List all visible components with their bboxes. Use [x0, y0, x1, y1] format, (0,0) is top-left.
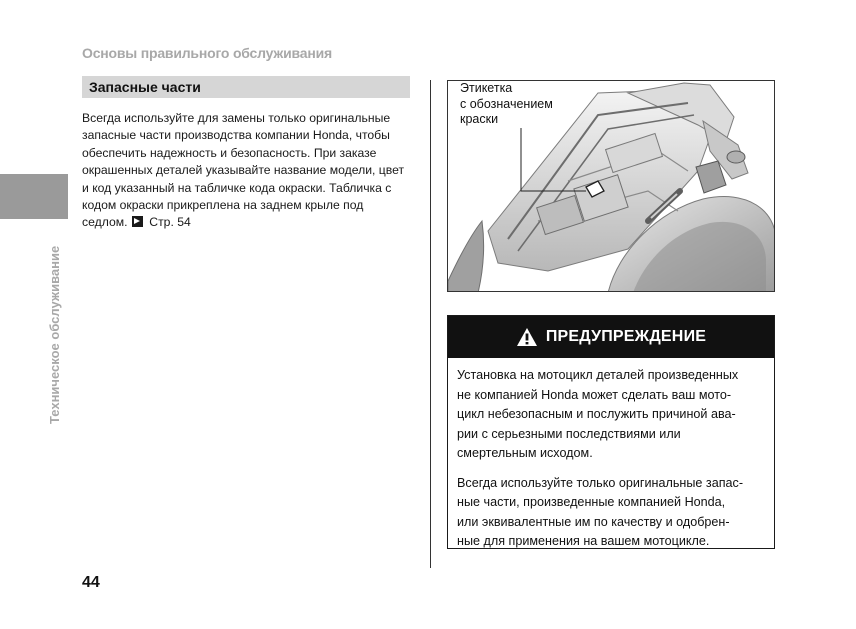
- warning-paragraph-2: [448, 474, 767, 552]
- section-title: Запасные части: [89, 79, 201, 95]
- warning-box: [447, 315, 775, 549]
- section-heading-bar: [82, 76, 410, 98]
- running-header: Основы правильного обслуживания: [82, 45, 332, 61]
- chapter-tab-marker: [0, 174, 68, 219]
- figure-illustration: [447, 80, 775, 292]
- warning-line: рии с серьезными последствиями или: [457, 426, 681, 441]
- body-line: седлом.: [82, 215, 128, 230]
- warning-line: Всегда используйте только оригинальные запас-: [457, 475, 744, 490]
- warning-line: не компанией Honda может сделать ваш мото-: [457, 387, 732, 402]
- body-line-last: [82, 214, 412, 231]
- warning-line: ные для применения на вашем мотоцикле.: [457, 534, 710, 548]
- page-reference-link[interactable]: Стр. 54: [149, 215, 191, 230]
- warning-line: Установка на мотоцикл деталей произведенных: [457, 368, 739, 382]
- callout-line: Этикетка: [460, 81, 513, 95]
- warning-title: ПРЕДУПРЕЖДЕНИЕ: [545, 328, 707, 345]
- body-line: окрашенных деталей указывайте название модели, цвет: [82, 163, 405, 178]
- body-line: запасные части производства компании Honda, чтобы: [82, 128, 390, 143]
- warning-line: или эквивалентные им по качеству и одобрен-: [457, 514, 730, 529]
- warning-line: цикл небезопасным и послужить причиной ава-: [457, 407, 736, 421]
- warning-header: [448, 316, 774, 358]
- warning-triangle-icon: [516, 327, 538, 347]
- warning-line: смертельным исходом.: [457, 446, 593, 460]
- body-line: кодом окраски прикреплена на заднем крыле под: [82, 198, 364, 213]
- page-reference-arrow-icon: [132, 216, 143, 227]
- body-line: обеспечить надежность и безопасность. При заказе: [82, 145, 377, 160]
- body-line: и код указанный на табличке кода окраски. Табличка с: [82, 180, 392, 195]
- section-body: [82, 110, 412, 232]
- column-divider: [430, 80, 431, 568]
- warning-line: ные части, произведенные компанией Honda,: [457, 495, 726, 509]
- page-number: 44: [82, 574, 100, 591]
- paint-label-callout: [459, 81, 555, 128]
- warning-paragraph-1: [448, 366, 767, 464]
- chapter-tab-label: Техническое обслуживание: [47, 245, 62, 424]
- body-line: Всегда используйте для замены только оригинальные: [82, 111, 391, 125]
- callout-line: краски: [460, 112, 499, 126]
- callout-line: с обозначением: [460, 96, 553, 111]
